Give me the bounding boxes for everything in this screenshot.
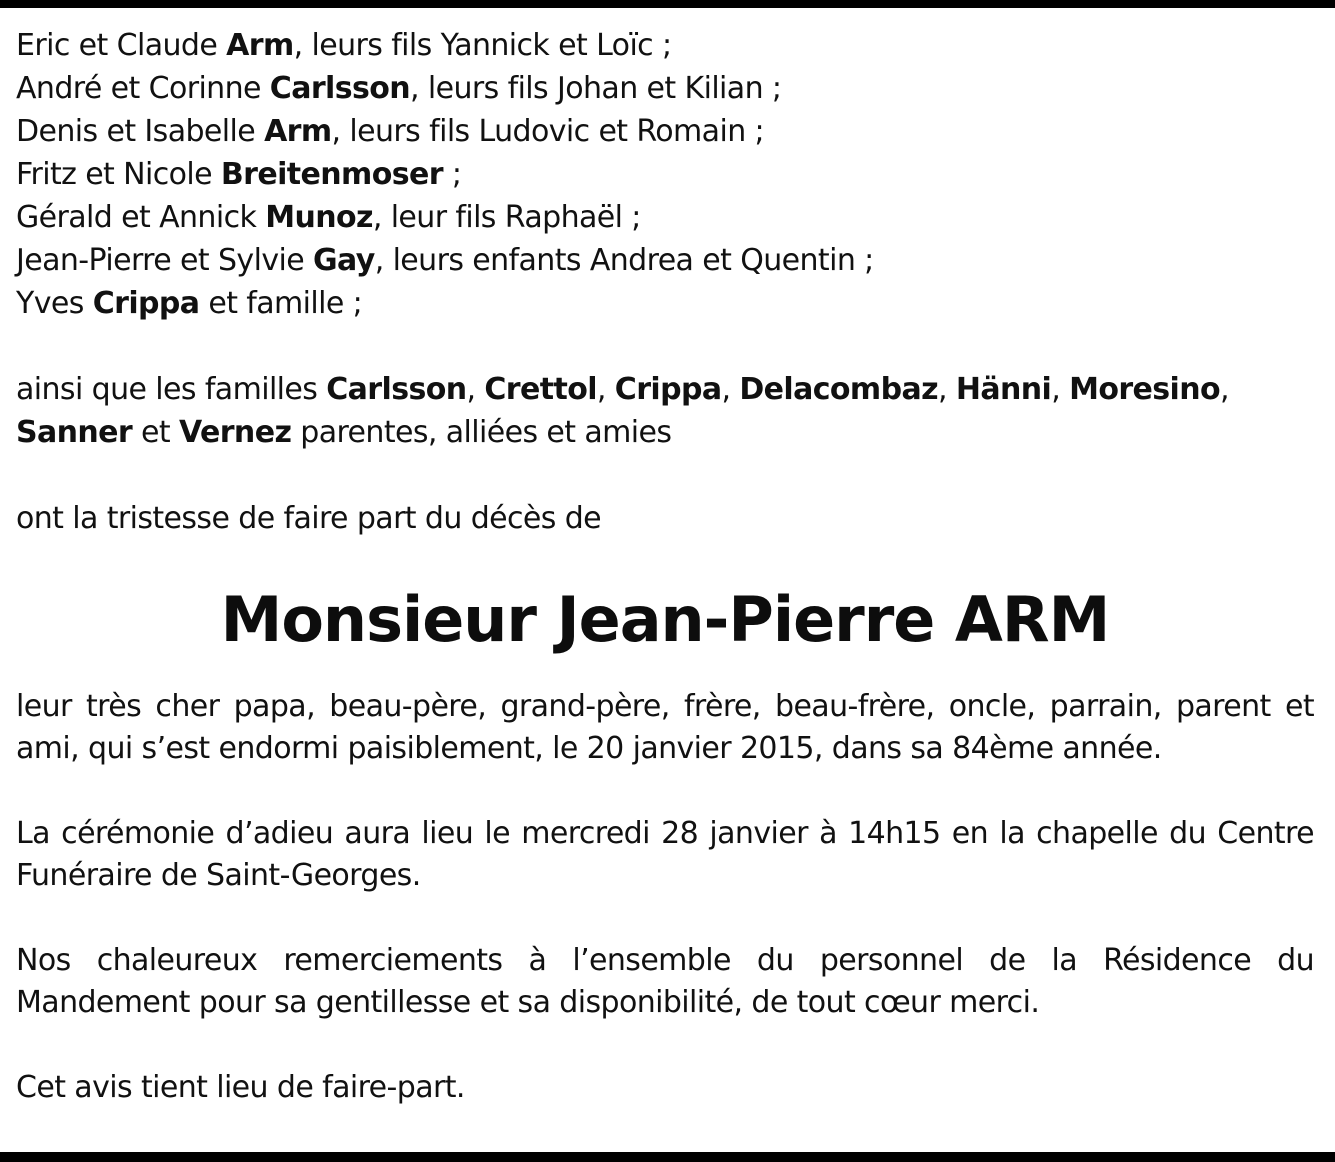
family-list [16,24,1314,325]
separator: , [721,372,740,407]
family-surname: Crippa [92,286,200,321]
spacer [16,1024,1314,1067]
family-first-names: Fritz et Nicole [16,157,221,192]
thanks-paragraph: Nos chaleureux remerciements à l’ensemble du personnel de la Résidence du Mandement pour sa gentillesse et sa disponibilité, de tout cœur merci. [16,943,1314,1020]
family-surname: Breitenmoser [220,157,443,192]
spacer [16,770,1314,813]
family-line [16,153,1314,196]
family-line [16,239,1314,282]
allied-surname: Delacombaz [739,372,938,407]
family-first-names: Denis et Isabelle [16,114,265,149]
family-details: , leurs fils Yannick et Loïc ; [293,28,672,63]
separator: , [1051,372,1070,407]
spacer [16,454,1314,497]
allied-surname: Crippa [614,372,722,407]
spacer [16,325,1314,368]
family-details: ; [442,157,462,192]
family-surname: Arm [264,114,332,149]
allied-surname: Moresino [1069,372,1221,407]
family-surname: Gay [313,243,375,278]
family-surname: Munoz [265,200,373,235]
conjunction: et [132,415,180,450]
family-surname: Arm [226,28,294,63]
allied-surname: Sanner [16,415,133,450]
allied-families-line [16,411,1314,454]
family-details: , leurs fils Ludovic et Romain ; [331,114,765,149]
family-details: , leurs fils Johan et Kilian ; [410,71,782,106]
allied-surname: Crettol [484,372,597,407]
family-line [16,282,1314,325]
separator: , [937,372,956,407]
spacer [16,897,1314,940]
allied-relations: parentes, alliées et amies [291,415,672,450]
deceased-name: Monsieur Jean-Pierre ARM [220,583,1110,656]
separator: , [466,372,485,407]
family-first-names: Yves [16,286,93,321]
family-details: et famille ; [199,286,363,321]
family-first-names: Gérald et Annick [16,200,266,235]
closing-paragraph: Cet avis tient lieu de faire-part. [16,1070,465,1105]
family-line [16,196,1314,239]
family-first-names: Jean-Pierre et Sylvie [16,243,313,278]
bottom-border-rule [0,1152,1335,1162]
family-line [16,24,1314,67]
allied-surname: Carlsson [326,372,467,407]
family-line [16,67,1314,110]
ceremony-paragraph: La cérémonie d’adieu aura lieu le mercredi 28 janvier à 14h15 en la chapelle du Centre Funéraire de Saint-Georges. [16,816,1314,893]
obituary-notice [16,24,1314,1109]
family-surname: Carlsson [269,71,411,106]
family-first-names: Eric et Claude [16,28,227,63]
allied-families [16,368,1314,454]
separator: , [596,372,615,407]
top-border-rule [0,0,1335,8]
relation-paragraph: leur très cher papa, beau-père, grand-père, frère, beau-frère, oncle, parrain, parent et ami, qui s’est endormi paisiblement, le 20 janvier 2015, dans sa 84ème année. [16,689,1314,766]
family-line [16,110,1314,153]
separator: , [1220,372,1229,407]
allied-surname: Hänni [955,372,1052,407]
allied-intro: ainsi que les familles [16,372,327,407]
family-first-names: André et Corinne [16,71,270,106]
family-details: , leur fils Raphaël ; [372,200,641,235]
allied-families-line [16,368,1314,411]
allied-surname: Vernez [179,415,292,450]
announcement-text: ont la tristesse de faire part du décès de [16,501,602,536]
family-details: , leurs enfants Andrea et Quentin ; [374,243,874,278]
